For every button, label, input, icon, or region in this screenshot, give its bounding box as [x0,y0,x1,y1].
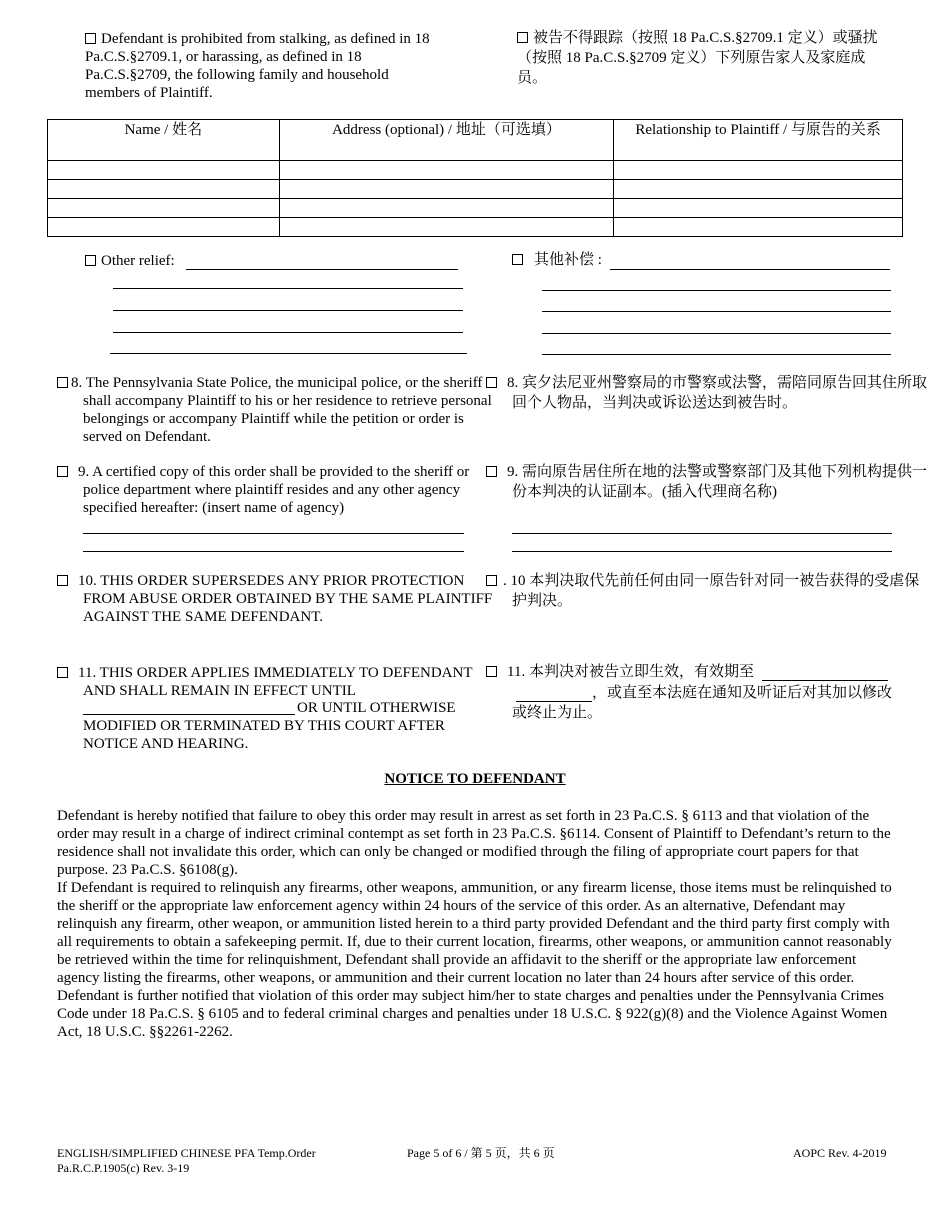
item-11-zh: 11. 本判决对被告立即生效，有效期至 [486,662,906,682]
footer-rule: Pa.R.C.P.1905(c) Rev. 3-19 [57,1161,190,1175]
other-relief-line-zh[interactable] [542,354,891,355]
notice-paragraph-1: Defendant is hereby notified that failure to obey this order may result in arrest as set forth in 23 Pa.C.S. § 6113 and that violation of the order may result in a charge of indirect criminal contempt as set forth in 23 Pa.C.S. §6114. Consent of Plaintiff to Defendant’s return to the residence shall not invalidate this order, which can only be changed or modified through the filing of appropriate court papers for that purpose. 23 Pa.C.S. §6108(g). [57,808,891,878]
other-relief-line[interactable] [110,353,467,354]
item-10-zh: . 10 本判决取代先前任何由同一原告针对同一被告获得的受虐保护判决。 [486,571,932,611]
item-10-checkbox-zh[interactable] [486,575,497,586]
item-11-en-c: MODIFIED OR TERMINATED BY THIS COURT AFTER NOTICE AND HEARING. [83,718,445,752]
item-10-checkbox[interactable] [57,575,68,586]
other-relief-zh: 其他补偿 : [512,250,602,270]
other-relief-line-zh[interactable] [542,290,891,291]
family-clause-en: Defendant is prohibited from stalking, as defined in 18 Pa.C.S.§2709.1, or harassing, as defined in 18 Pa.C.S.§2709, the following family and household members of Plaintiff. [85,31,430,101]
item-9-checkbox[interactable] [57,466,68,477]
agency-line-zh[interactable] [512,533,892,534]
table-row[interactable] [48,180,903,199]
agency-line-zh[interactable] [512,551,892,552]
item-9-en: 9. A certified copy of this order shall be provided to the sheriff or police department where plaintiff resides and any other agency specified hereafter: (insert name of agency) [57,463,493,517]
item-9-zh: 9. 需向原告居住所在地的法警或警察部门及其他下列机构提供一份本判决的认证副本。(插入代理商名称) [486,462,927,502]
footer-form-name: ENGLISH/SIMPLIFIED CHINESE PFA Temp.Order [57,1146,316,1160]
agency-line[interactable] [83,551,464,552]
family-clause-checkbox[interactable] [85,33,96,44]
item-11-en-b: OR UNTIL OTHERWISE [297,700,456,716]
table-row[interactable] [48,199,903,218]
item-10-en: 10. THIS ORDER SUPERSEDES ANY PRIOR PROTECTION FROM ABUSE ORDER OBTAINED BY THE SAME PLAINTIFF AGAINST THE SAME DEFENDANT. [57,572,503,626]
item-11-zh-b: ，或直至本法庭在通知及听证后对其加以修改或终止为止。 [512,685,893,721]
other-relief-line-zh[interactable] [542,311,891,312]
agency-line[interactable] [83,533,464,534]
other-relief-line[interactable] [113,332,463,333]
item-8-checkbox[interactable] [57,377,68,388]
other-relief-checkbox[interactable] [85,255,96,266]
other-relief-line[interactable] [113,310,463,311]
family-clause-checkbox-zh[interactable] [517,32,528,43]
header-relationship: Relationship to Plaintiff / 与原告的关系 [614,120,903,161]
table-row[interactable] [48,161,903,180]
notice-paragraph-2: If Defendant is required to relinquish any firearms, other weapons, ammunition, or any firearm license, those items must be relinquished to the sheriff or the appropriate law enforcement agency within 24 hours of the service of this order. As an alternative, Defendant may relinquish any firearm, other weapon, or ammunition listed herein to a third party provided Defendant and the third party first comply with all requirements to obtain a safekeeping permit. If, due to their current location, firearms, other weapons, or ammunition cannot reasonably be retrieved within the time for relinquishment, Defendant shall provide an affidavit to the sheriff or the appropriate law enforcement agency listing the firearms, other weapons, or ammunition and their current location no later than 24 hours after service of this order. Defendant is further notified that violation of this order may subject him/her to state charges and penalties under the Pennsylvania Crimes Code under 18 Pa.C.S. § 6105 and to federal criminal charges and penalties under 18 U.S.C. § 922(g)(8) and the Violence Against Women Act, 18 U.S.C. §§2261-2262. [57,880,892,1040]
item-8-zh: 8. 宾夕法尼亚州警察局的市警察或法警，需陪同原告回其住所取回个人物品，当判决或诉讼送达到被告时。 [486,373,932,413]
other-relief-line[interactable] [113,288,463,289]
other-relief-en: Other relief: [85,252,175,270]
other-relief-checkbox-zh[interactable] [512,254,523,265]
item-11-checkbox-zh[interactable] [486,666,497,677]
header-name: Name / 姓名 [48,120,280,161]
item-11-checkbox[interactable] [57,667,68,678]
footer-page-number: Page 5 of 6 / 第 5 页，共 6 页 [407,1146,555,1160]
notice-title: NOTICE TO DEFENDANT [384,771,566,787]
expiration-date-line-zh[interactable] [762,680,888,681]
other-relief-line[interactable] [186,269,458,270]
table-row[interactable] [48,218,903,237]
item-8-checkbox-zh[interactable] [486,377,497,388]
notice-body [57,807,897,1041]
header-address: Address (optional) / 地址（可选填） [279,120,614,161]
item-8-en: 8. The Pennsylvania State Police, the municipal police, or the sheriff shall accompany Plaintiff to his or her residence to retrieve personal belongings or accompany Plaintiff while the petition or order is served on Defendant. [57,374,503,446]
footer-revision: AOPC Rev. 4-2019 [793,1146,887,1160]
other-relief-line-zh[interactable] [542,333,891,334]
other-relief-line-zh[interactable] [610,269,890,270]
table-header-row [48,120,903,161]
item-9-checkbox-zh[interactable] [486,466,497,477]
expiration-date-line[interactable] [83,714,295,715]
family-members-table [47,119,903,237]
item-11-en: 11. THIS ORDER APPLIES IMMEDIATELY TO DEFENDANT AND SHALL REMAIN IN EFFECT UNTIL [57,664,503,700]
family-clause-zh: 被告不得跟踪（按照 18 Pa.C.S.§2709.1 定义）或骚扰（按照 18 Pa.C.S.§2709 定义）下列原告家人及家庭成员。 [517,30,878,86]
